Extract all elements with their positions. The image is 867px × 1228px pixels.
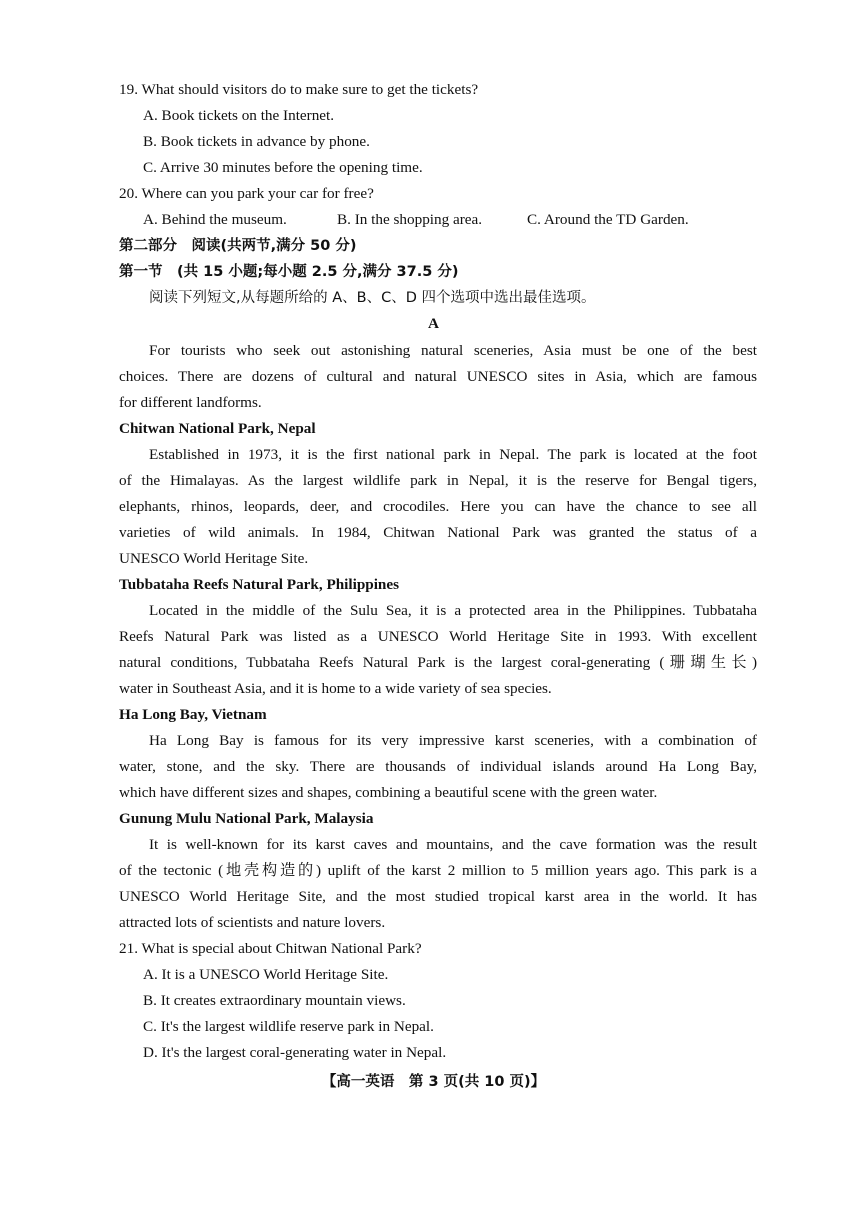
question-21-option-d: D. It's the largest coral-generating water in Nepal. xyxy=(143,1044,447,1061)
site-text-line: varieties of wild animals. In 1984, Chitwan National Park was granted the status of a xyxy=(119,524,757,541)
site-text-line: attracted lots of scientists and nature lovers. xyxy=(119,914,386,931)
question-19-option-a: A. Book tickets on the Internet. xyxy=(143,107,335,124)
site-text-line: which have different sizes and shapes, combining a beautiful scene with the green water. xyxy=(119,784,658,801)
part-title: 第二部分 阅读(共两节,满分 50 分) xyxy=(119,238,357,254)
question-20-option-a: A. Behind the museum. xyxy=(143,211,287,228)
site-text-line: Reefs Natural Park was listed as a UNESCO World Heritage Site in 1993. With excellent xyxy=(119,628,757,645)
instruction: 阅读下列短文,从每题所给的 A、B、C、D 四个选项中选出最佳选项。 xyxy=(149,290,596,306)
site-text-line: of the tectonic (地壳构造的) uplift of the karst 2 million to 5 million years ago. This park is a xyxy=(119,862,757,879)
site-text-line: natural conditions, Tubbataha Reefs Natural Park is the largest coral-generating (珊瑚生长) xyxy=(119,654,757,671)
question-21-option-a: A. It is a UNESCO World Heritage Site. xyxy=(143,966,389,983)
intro-line: choices. There are dozens of cultural and natural UNESCO sites in Asia, which are famous xyxy=(119,368,757,385)
site-text-line: Located in the middle of the Sulu Sea, it is a protected area in the Philippines. Tubbataha xyxy=(149,602,757,619)
site-text-line: water, stone, and the sky. There are thousands of individual islands around Ha Long Bay, xyxy=(119,758,757,775)
site-text-line: It is well-known for its karst caves and mountains, and the cave formation was the result xyxy=(149,836,757,853)
question-21-option-b: B. It creates extraordinary mountain views. xyxy=(143,992,406,1009)
site-heading-tubbataha: Tubbataha Reefs Natural Park, Philippines xyxy=(119,576,400,593)
section-title: 第一节 (共 15 小题;每小题 2.5 分,满分 37.5 分) xyxy=(119,264,459,280)
question-21-stem: 21. What is special about Chitwan National Park? xyxy=(119,940,422,957)
site-heading-mulu: Gunung Mulu National Park, Malaysia xyxy=(119,810,374,827)
intro-line: for different landforms. xyxy=(119,394,262,411)
site-text-line: Established in 1973, it is the first national park in Nepal. The park is located at the foot xyxy=(149,446,757,463)
site-text-line: elephants, rhinos, leopards, deer, and crocodiles. Here you can have the chance to see all xyxy=(119,498,757,515)
question-20-stem: 20. Where can you park your car for free? xyxy=(119,185,374,202)
question-19-stem: 19. What should visitors do to make sure to get the tickets? xyxy=(119,81,479,98)
passage-label: A xyxy=(428,315,439,332)
site-text-line: UNESCO World Heritage Site, and the most studied tropical karst area in the world. It has xyxy=(119,888,757,905)
site-text-line: water in Southeast Asia, and it is home to a wide variety of sea species. xyxy=(119,680,552,697)
question-20-option-b: B. In the shopping area. xyxy=(337,211,483,228)
site-text-line: Ha Long Bay is famous for its very impressive karst sceneries, with a combination of xyxy=(149,732,757,749)
site-heading-chitwan: Chitwan National Park, Nepal xyxy=(119,420,316,437)
page-footer: 【高一英语 第 3 页(共 10 页)】 xyxy=(321,1074,546,1090)
question-21-option-c: C. It's the largest wildlife reserve park in Nepal. xyxy=(143,1018,434,1035)
question-19-option-c: C. Arrive 30 minutes before the opening time. xyxy=(143,159,423,176)
site-text-line: UNESCO World Heritage Site. xyxy=(119,550,309,567)
site-text-line: of the Himalayas. As the largest wildlife park in Nepal, it is the reserve for Bengal tigers, xyxy=(119,472,757,489)
intro-line: For tourists who seek out astonishing natural sceneries, Asia must be one of the best xyxy=(149,342,757,359)
question-19-option-b: B. Book tickets in advance by phone. xyxy=(143,133,370,150)
site-heading-halong: Ha Long Bay, Vietnam xyxy=(119,706,267,723)
question-20-option-c: C. Around the TD Garden. xyxy=(527,211,689,228)
